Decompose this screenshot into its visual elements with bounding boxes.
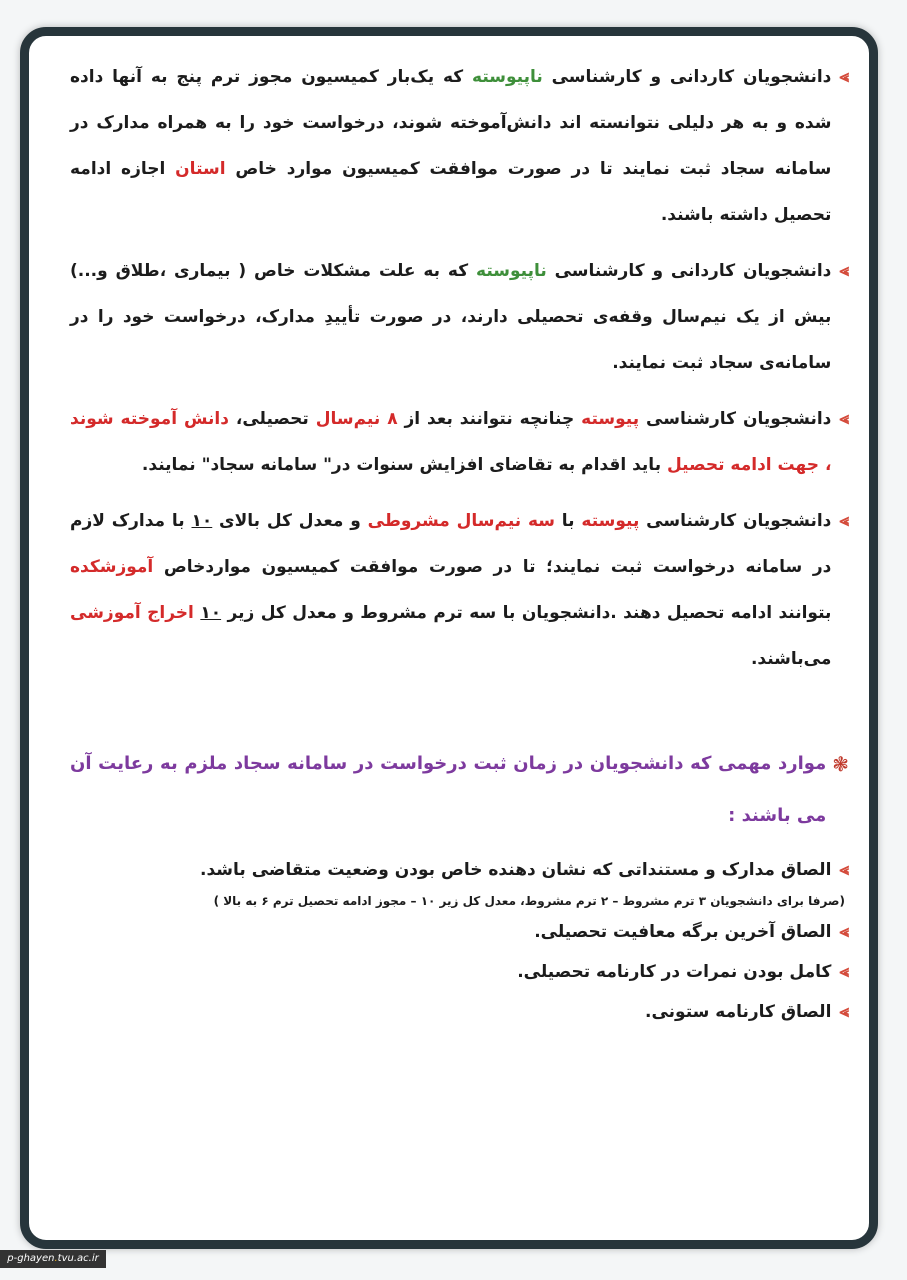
list-item-3 [70, 396, 849, 488]
item-1-text: دانشجویان کاردانی و کارشناسی ناپیوسته که یک‌بار کمیسیون مجوز ترم پنج به آنها داده شده و به هر دلیلی نتوانسته اند دانش‌آموخته شوند، درخواست خود را به همراه مدارک در سامانه سجاد ثبت نمایند تا در صورت موافقت کمیسیون موارد خاص استان اجازه ادامه تحصیل داشته باشند. [70, 67, 832, 225]
requirement-note: (صرفا برای دانشجویان ۳ ترم مشروط – ۲ ترم مشروط، معدل کل زیر ۱۰ – مجوز ادامه تحصیل ترم ۶ به بالا ) [213, 894, 845, 908]
site-watermark: p-ghayen.tvu.ac.ir [0, 1250, 106, 1268]
requirement-4 [70, 992, 849, 1032]
item-3-text: دانشجویان کارشناسی پیوسته چنانچه نتوانند بعد از ۸ نیم‌سال تحصیلی، دانش آموخته شوند ، جهت ادامه تحصیل باید اقدام به تقاضای افزایش سنوات در" سامانه سجاد" نمایند. [70, 409, 832, 475]
note-text: موارد مهمی که دانشجویان در زمان ثبت درخواست در سامانه سجاد ملزم به رعایت آن می باشند : [70, 753, 827, 826]
requirement-1-text: الصاق مدارک و مستنداتی که نشان دهنده خاص بودن وضعیت متقاضی باشد. [200, 860, 832, 880]
requirement-3-text: کامل بودن نمرات در کارنامه تحصیلی. [517, 962, 832, 982]
requirements-list [70, 850, 849, 1032]
arrow-bullet-icon: ⪢ [839, 962, 849, 982]
item-4-text: دانشجویان کارشناسی پیوسته با سه نیم‌سال مشروطی و معدل کل بالای ۱۰ با مدارک لازم در سامانه درخواست ثبت نمایند؛ تا در صورت موافقت کمیسیون مواردخاص آموزشکده بتوانند ادامه تحصیل دهند .دانشجویان با سه ترم مشروط و معدل کل زیر ۱۰ اخراج آموزشی می‌باشند. [70, 511, 832, 669]
requirement-4-text: الصاق کارنامه ستونی. [645, 1002, 832, 1022]
list-item-4 [70, 498, 849, 682]
requirement-2-text: الصاق آخرین برگه معافیت تحصیلی. [534, 922, 832, 942]
requirement-1 [70, 850, 849, 890]
list-item-1 [70, 54, 849, 238]
arrow-bullet-icon: ⪢ [839, 860, 849, 880]
item-2-text: دانشجویان کاردانی و کارشناسی ناپیوسته که به علت مشکلات خاص ( بیماری ،طلاق و...) بیش از یک نیم‌سال وقفه‌ی تحصیلی دارند، در صورت تأییدِ مدارک، درخواست خود را در سامانه‌ی سجاد ثبت نمایند. [70, 261, 832, 373]
arrow-bullet-icon: ⪢ [839, 261, 849, 281]
arrow-bullet-icon: ⪢ [839, 409, 849, 429]
requirement-3 [70, 952, 849, 992]
list-item-2 [70, 248, 849, 386]
arrow-bullet-icon: ⪢ [839, 922, 849, 942]
arrow-bullet-icon: ⪢ [839, 511, 849, 531]
arrow-bullet-icon: ⪢ [839, 67, 849, 87]
arrow-bullet-icon: ⪢ [839, 1002, 849, 1022]
important-note [70, 738, 849, 842]
asterisk-icon: ❃ [832, 752, 849, 776]
requirement-2 [70, 912, 849, 952]
document-body [70, 54, 849, 1032]
